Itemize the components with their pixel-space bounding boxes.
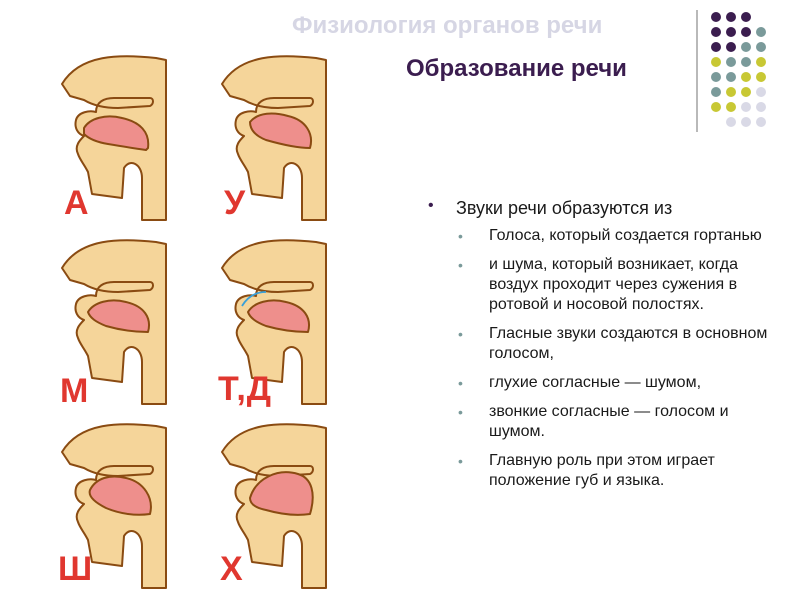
articulation-panel-m [50,232,196,408]
decorative-dot [726,27,736,37]
decorative-dot [726,12,736,22]
decorative-dot [726,42,736,52]
decorative-dot [711,57,721,67]
sub-bullet [428,402,768,442]
bullet-dot-icon: • [458,228,463,244]
sub-bullet-text: Главную роль при этом играет положение губ и языка. [489,452,715,489]
decorative-dot [756,87,766,97]
main-bullet [428,198,768,219]
sub-bullet-text: и шума, который возникает, когда воздух проходит через сужения в ротовой и носовой полостях. [489,256,739,313]
sub-bullet [428,451,768,491]
decorative-dot [741,102,751,112]
bullet-dot-icon: • [458,404,463,420]
decorative-dot [741,117,751,127]
sub-bullet [428,324,768,364]
decorative-dot [726,117,736,127]
decorative-dot-grid [711,12,773,130]
decorative-dot [756,27,766,37]
decorative-dot [741,57,751,67]
bullet-dot-icon: • [458,257,463,273]
sub-bullet [428,226,768,246]
sub-bullet-text: Гласные звуки создаются в основном голосом, [489,325,768,362]
decorative-dot [711,87,721,97]
decorative-dot [741,72,751,82]
decorative-dot [726,87,736,97]
sub-bullet-text: глухие согласные — шумом, [489,374,702,391]
articulation-panel-u [210,48,356,224]
sound-label-kh: Х [220,550,244,588]
decorative-dot [756,117,766,127]
decorative-divider [696,10,698,132]
decorative-dot [741,87,751,97]
sound-label-a: А [64,184,90,222]
decorative-dot [756,57,766,67]
decorative-dot [711,102,721,112]
sound-label-m: М [60,372,90,410]
slide-title: Физиология органов речи [292,12,603,39]
main-bullet-text: Звуки речи образуются из [456,198,673,218]
bullet-list [428,198,768,500]
decorative-dot [741,42,751,52]
sub-bullet [428,255,768,315]
decorative-dot [711,72,721,82]
decorative-dot [741,12,751,22]
decorative-dot [711,27,721,37]
articulation-panel-sh [50,416,196,592]
sub-bullet [428,373,768,393]
bullet-dot-icon: • [458,453,463,469]
sound-label-t-d: Т,Д [218,370,273,408]
decorative-dot [756,102,766,112]
sound-label-sh: Ш [58,550,94,588]
decorative-dot [711,42,721,52]
articulation-panel-kh [210,416,356,592]
decorative-dot [726,72,736,82]
sub-bullet-text: Голоса, который создается гортанью [489,227,762,244]
decorative-dot [726,102,736,112]
decorative-dot [726,57,736,67]
sub-bullet-text: звонкие согласные — голосом и шумом. [489,403,729,440]
articulation-panel-a [50,48,196,224]
articulation-panel-t-d [210,232,356,408]
sound-label-u: У [224,184,247,222]
bullet-dot-icon: • [458,326,463,342]
decorative-dot [711,12,721,22]
bullet-dot-icon: • [458,375,463,391]
decorative-dot [756,42,766,52]
bullet-dot-icon: • [428,197,434,214]
decorative-dot [741,27,751,37]
slide-subtitle: Образование речи [406,55,627,82]
decorative-dot [756,72,766,82]
articulation-figure [46,44,360,590]
